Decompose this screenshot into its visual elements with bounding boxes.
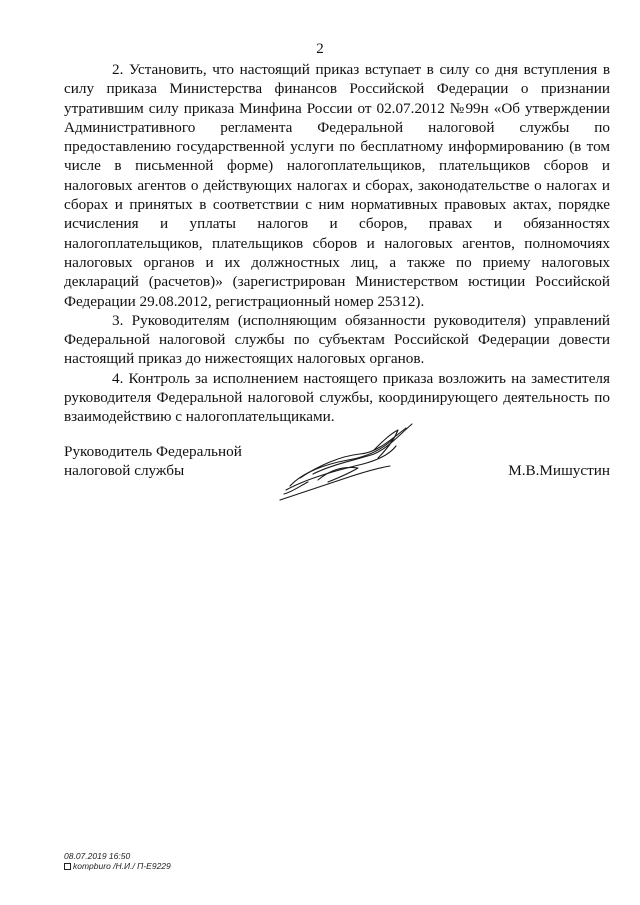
footer-reference-line [64,861,171,871]
signatory-title [64,442,242,481]
document-icon [64,863,71,870]
footer-datetime: 08.07.2019 16:50 [64,851,131,861]
signatory-title-line2: налоговой службы [64,462,185,480]
paragraph-item-2: 2. Установить, что настоящий приказ вступает в силу со дня вступления в силу приказа Министерства финансов Российской Федерации о признании утратившим силу приказа Минфина России от 02.07.2012 №99н «Об утверждении Административного регламента Федеральной налоговой службы по предоставлению государственной услуги по бесплатному информированию (в том числе в письменной форме) налогоплательщиков, плательщиков сборов и налоговых агентов о действующих налогах и сборах, законодательстве о налогах и сборах и принятых в соответствии с ним нормативных правовых актах, порядке исчисления и уплаты налогов и сборов, правах и обязанностях налогоплательщиков, плательщиков сборов и налоговых агентов, полномочиях налоговых органов и их должностных лиц, а также по приему налоговых деклараций (расчетов)» (зарегистрирован Министерством юстиции Российской Федерации 29.08.2012, регистрационный номер 25312). [64,61,610,310]
page-number: 2 [316,41,324,57]
paragraph-item-4: 4. Контроль за исполнением настоящего приказа возложить на заместителя руководителя Федеральной налоговой службы, координирующего деятельность по взаимодействию с налогоплательщиками. [64,369,610,426]
handwritten-signature [278,420,428,502]
signatory-title-line1: Руководитель Федеральной [64,443,242,460]
footer-meta [64,851,171,871]
document-body [64,60,610,427]
footer-reference: kompburo /Н.И./ П-Е9229 [73,861,171,871]
paragraph-item-3: 3. Руководителям (исполняющим обязанности руководителя) управлений Федеральной налоговой службы по субъектам Российской Федерации довести настоящий приказ до нижестоящих налоговых органов. [64,311,610,368]
signatory-name: М.В.Мишустин [508,462,610,479]
